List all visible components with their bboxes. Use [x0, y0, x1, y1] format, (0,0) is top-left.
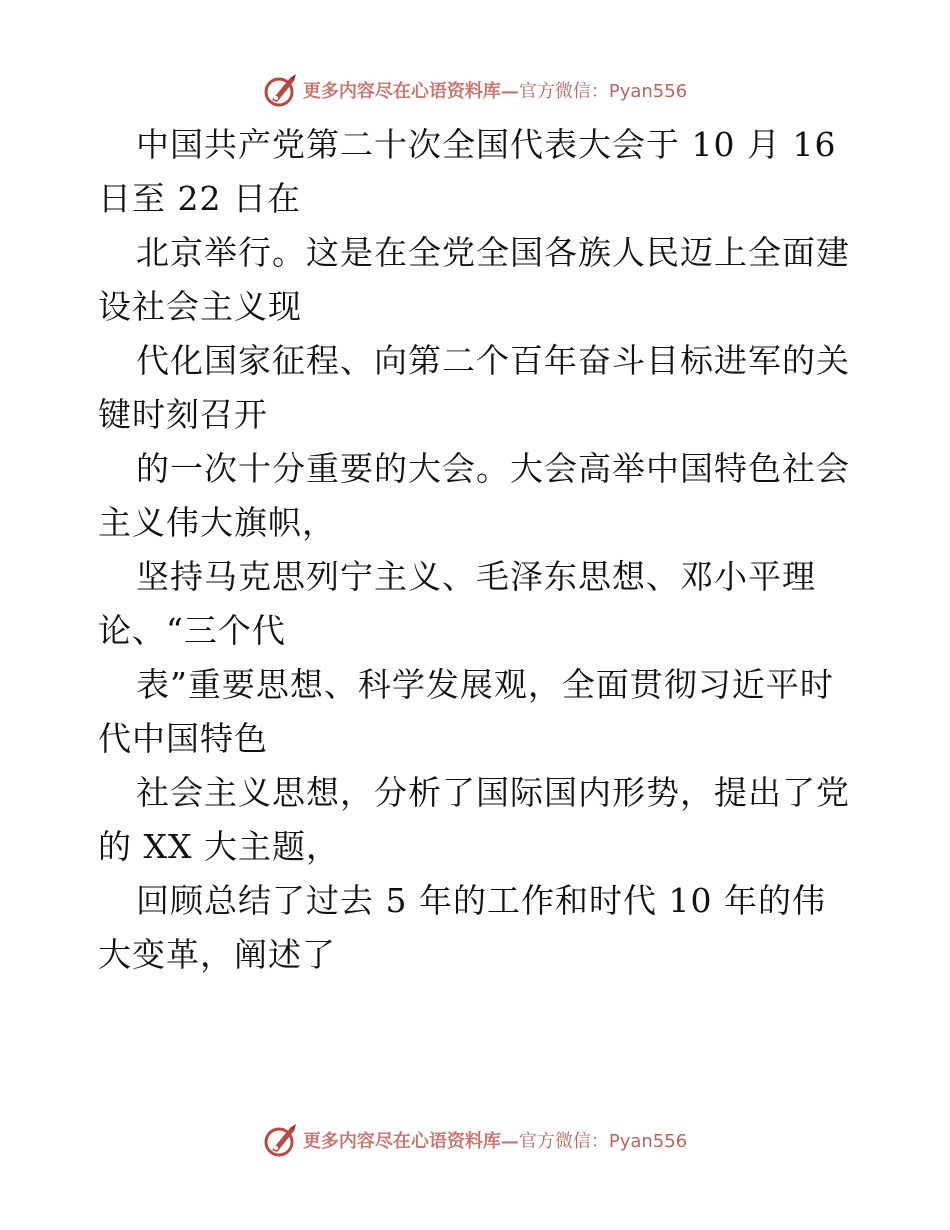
paragraph [98, 334, 858, 442]
document-body [98, 118, 858, 982]
paragraph [98, 766, 858, 874]
banner-slogan-text: 更多内容尽在心语资料库— [302, 81, 519, 102]
banner-slogan-text: 更多内容尽在心语资料库— [302, 1131, 519, 1152]
paragraph-line: 代中国特色 [98, 719, 268, 758]
footer-banner [0, 1118, 950, 1162]
paragraph-line: 主义伟大旗帜， [98, 503, 336, 542]
paragraph-line: 社会主义思想，分析了国际国内形势，提出了党 [136, 773, 850, 812]
paragraph [98, 442, 858, 550]
paragraph-line: 设社会主义现 [98, 287, 302, 326]
paragraph-line: 代化国家征程、向第二个百年奋斗目标进军的关 [136, 341, 850, 380]
quill-pen-logo-icon [263, 1122, 299, 1158]
header-banner [0, 68, 950, 112]
paragraph-line: 表”重要思想、科学发展观，全面贯彻习近平时 [136, 665, 834, 704]
paragraph [98, 658, 858, 766]
paragraph-line: 论、“三个代 [98, 611, 286, 650]
banner-wechat: 官方微信：Pyan556 [518, 81, 688, 102]
paragraph-line: 日至 22 日在 [98, 179, 301, 218]
quill-pen-logo-icon [263, 72, 299, 108]
paragraph-line: 的一次十分重要的大会。大会高举中国特色社会 [136, 449, 850, 488]
banner-slogan [303, 1127, 687, 1153]
paragraph [98, 874, 858, 982]
paragraph-line: 回顾总结了过去 5 年的工作和时代 10 年的伟 [136, 881, 826, 920]
paragraph-line: 中国共产党第二十次全国代表大会于 10 月 16 [136, 125, 837, 164]
paragraph-line: 的 XX 大主题， [98, 827, 340, 866]
banner-wechat: 官方微信：Pyan556 [518, 1131, 688, 1152]
paragraph [98, 550, 858, 658]
paragraph-line: 键时刻召开 [98, 395, 268, 434]
banner-slogan [303, 77, 687, 103]
paragraph-line: 大变革，阐述了 [98, 935, 336, 974]
paragraph [98, 118, 858, 226]
paragraph-line: 坚持马克思列宁主义、毛泽东思想、邓小平理 [136, 557, 816, 596]
paragraph-line: 北京举行。这是在全党全国各族人民迈上全面建 [136, 233, 850, 272]
paragraph [98, 226, 858, 334]
